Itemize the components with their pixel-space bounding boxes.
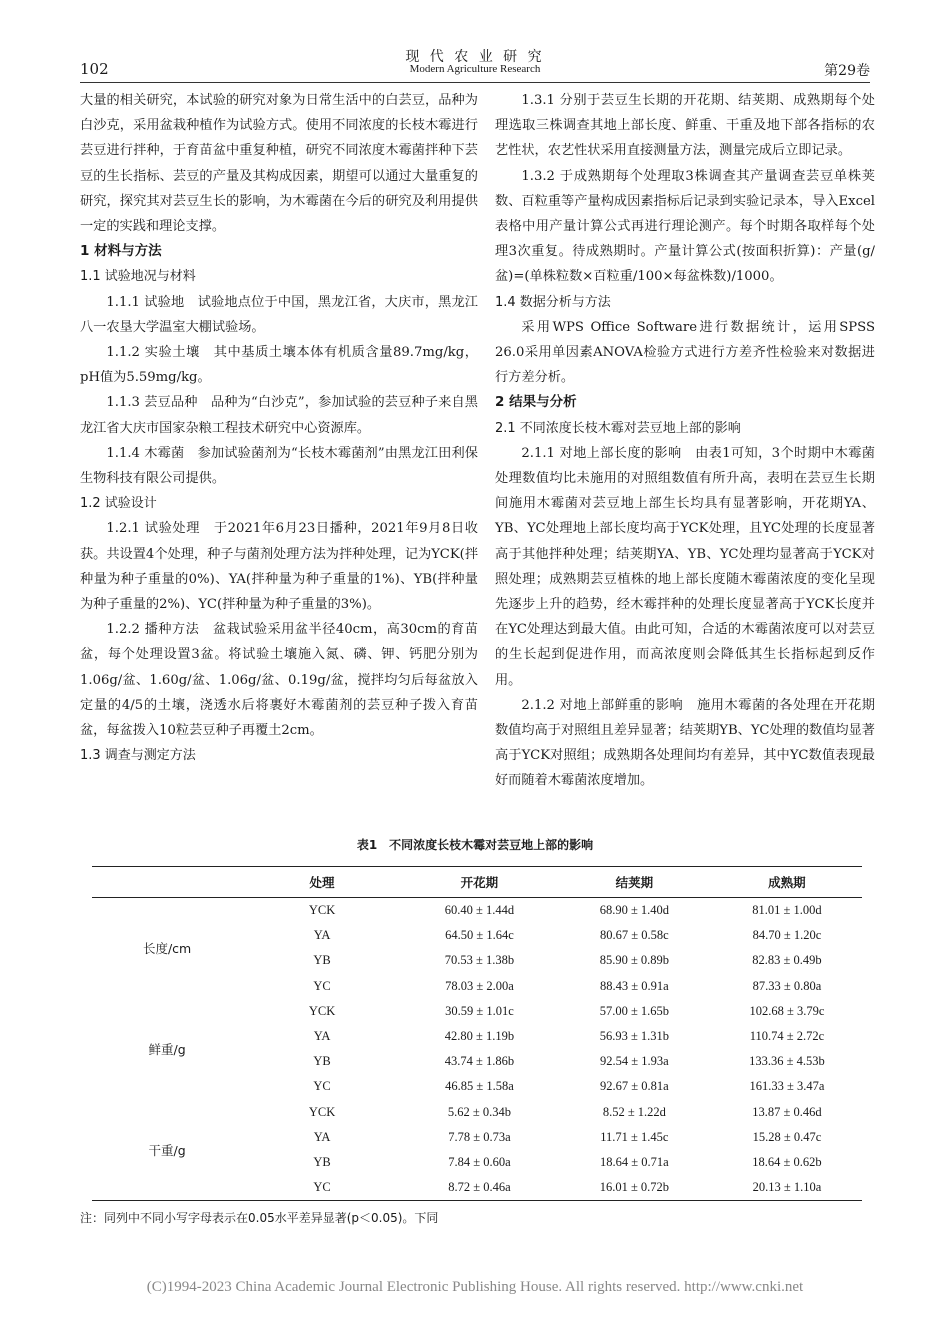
table-cell: 70.53 ± 1.38b [444,953,515,968]
table-cell: 85.90 ± 0.89b [599,953,670,968]
table-cell: 57.00 ± 1.65b [599,1003,670,1018]
table-cell: 56.93 ± 1.31b [599,1029,670,1044]
paragraph: 大量的相关研究，本试验的研究对象为日常生活中的白芸豆，品种为白沙克，采用盆栽种植作为试验方式。使用不同浓度的长枝木霉进行芸豆进行拌种，于育苗盆中重复种植，研究不同浓度木霉菌拌种下芸豆的生长指标、芸豆的产量及其构成因素，期望可以通过大量重复的研究，探究其对芸豆生长的影响，为木霉菌在今后的研究及利用提供一定的实践和理论支撑。 [80,93,478,235]
subsection-heading: 1.1 试验地况与材料 [80,269,196,285]
table-cell: YC [313,1079,331,1094]
table-header-cell: 成熟期 [712,867,862,898]
table-cell: YCK [308,1104,336,1119]
paragraph: 1.3.2 于成熟期每个处理取3株调查其产量调查芸豆单株荚数、百粒重等产量构成因素指标后记录到实验记录本，导入Excel表格中用产量计算公式再进行理论测产。每个时期各取样每个处理3次重复。待成熟期时。产量计算公式(按面积折算)：产量(g/盆)=(单株粒数×百粒重/100×每盆株数)/1000。 [495,168,875,285]
table-cell: 16.01 ± 0.72b [557,1175,712,1201]
table-cell: 7.78 ± 0.73a [448,1129,511,1144]
subsection-heading: 1.3 调查与测定方法 [80,748,196,764]
table-header-cell: 结荚期 [557,867,712,898]
header-rule [80,82,870,83]
paragraph: 2.1.1 对地上部长度的影响 由表1可知，3个时期中木霉菌处理数值均比未施用的对照组数值有所升高，表明在芸豆生长期间施用木霉菌对芸豆地上部生长均具有显著影响，开花期YA、YB、YC处理地上部长度均高于YCK处理，且YC处理的长度显著高于其他拌种处理；结荚期YA、YB、YC处理均显著高于YCK对照处理；成熟期芸豆植株的地上部长度随木霉菌浓度的变化呈现先逐步上升的趋势，经木霉拌种的处理长度显著高于YCK长度并在YC处理达到最大值。由此可知，合适的木霉菌浓度可以对芸豆的生长起到促进作用，而高浓度则会降低其生长指标起到反作用。 [495,445,875,688]
table-cell: 8.52 ± 1.22d [602,1104,666,1119]
paragraph: 1.1.2 实验土壤 其中基质土壤本体有机质含量89.7mg/kg，pH值为5.59mg/kg。 [80,345,478,386]
paragraph: 1.1.3 芸豆品种 品种为“白沙克”，参加试验的芸豆种子来自黑龙江省大庆市国家杂粮工程技术研究中心资源库。 [80,395,478,436]
table-cell: 43.74 ± 1.86b [444,1054,515,1069]
table-cell: 64.50 ± 1.64c [445,928,514,943]
table-row [92,999,862,1024]
subsection-heading: 1.2 试验设计 [80,496,157,512]
section-heading: 1 材料与方法 [80,243,162,260]
table-cell: YC [313,978,331,993]
paragraph: 1.3.1 分别于芸豆生长期的开花期、结荚期、成熟期每个处理选取三株调查其地上部长度、鲜重、干重及地下部各指标的农艺性状，农艺性状采用直接测量方法，测量完成后立即记录。 [495,93,875,159]
right-column [495,88,875,794]
table-cell: YA [313,1029,331,1044]
group-label: 干重/g [92,1100,242,1201]
table-cell: YCK [308,903,336,918]
table-cell: 20.13 ± 1.10a [712,1175,862,1201]
table-cell: 81.01 ± 1.00d [752,903,822,918]
table-cell: 13.87 ± 0.46d [752,1104,822,1119]
table-cell: 42.80 ± 1.19b [444,1029,515,1044]
table-note: 注：同列中不同小写字母表示在0.05水平差异显著(p＜0.05)。下同 [80,1211,439,1225]
journal-title: 现 代 农 业 研 究 [405,49,545,65]
paragraph: 2.1.2 对地上部鲜重的影响 施用木霉菌的各处理在开花期数值均高于对照组且差异显著；结荚期YB、YC处理的数值均显著高于YCK对照组；成熟期各处理间均有差异，其中YC数值表现最好而随着木霉菌浓度增加。 [495,697,875,789]
paragraph: 1.2.1 试验处理 于2021年6月23日播种，2021年9月8日收获。共设置4个处理，种子与菌剂处理方法为拌种处理，记为YCK(拌种量为种子重量的0%)、YA(拌种量为种子重量的1%)、YB(拌种量为种子重量的2%)、YC(拌种量为种子重量的3%)。 [80,521,479,613]
table-cell: YA [313,1129,331,1144]
table-cell: 82.83 ± 0.49b [752,953,822,968]
table-cell: 18.64 ± 0.62b [752,1154,822,1169]
page-number: 102 [80,60,109,78]
table-cell: 15.28 ± 0.47c [752,1129,822,1144]
table-row [92,898,862,924]
table-cell: YCK [308,1003,336,1018]
table-cell: YC [242,1175,402,1201]
section-heading: 2 结果与分析 [495,394,577,411]
table-cell: 78.03 ± 2.00a [445,978,514,993]
copyright-footer: (C)1994-2023 China Academic Journal Electronic Publishing House. All rights reserved. http://www.cnki.net [146,1279,804,1295]
table-row [92,1100,862,1125]
table-header-cell: 处理 [242,867,402,898]
volume-label: 第29卷 [824,63,870,79]
table-header-row [92,867,862,898]
group-label: 鲜重/g [148,1042,186,1058]
table-cell: 133.36 ± 4.53b [749,1054,825,1069]
table-cell: 46.85 ± 1.58a [445,1079,514,1094]
table-header-cell [92,867,242,898]
journal-subtitle: Modern Agriculture Research [409,63,541,75]
group-label: 长度/cm [142,941,192,957]
table-cell: 102.68 ± 3.79c [749,1003,825,1018]
table-cell: 7.84 ± 0.60a [448,1154,511,1169]
table-cell: 80.67 ± 0.58c [600,928,669,943]
table-cell: 60.40 ± 1.44d [444,903,515,918]
table-cell: 161.33 ± 3.47a [749,1079,825,1094]
subsection-heading: 2.1 不同浓度长枝木霉对芸豆地上部的影响 [495,420,741,436]
table-caption: 表1 不同浓度长枝木霉对芸豆地上部的影响 [356,838,594,852]
paragraph: 1.1.4 木霉菌 参加试验菌剂为“长枝木霉菌剂”由黑龙江田利保生物科技有限公司提供。 [80,445,478,487]
table-header-cell: 开花期 [402,867,557,898]
table-cell: 92.54 ± 1.93a [600,1054,669,1069]
table-cell: 92.67 ± 0.81a [600,1079,669,1094]
table-cell: 5.62 ± 0.34b [447,1104,511,1119]
paragraph: 采用WPS Office Software进行数据统计，运用SPSS 26.0采用单因素ANOVA检验方式进行方差齐性检验来对数据进行方差分析。 [495,319,875,386]
left-column [80,88,478,768]
table-cell: YB [313,1054,331,1069]
table-cell: 68.90 ± 1.40d [599,903,670,918]
table-cell: YA [313,928,331,943]
table-cell: 30.59 ± 1.01c [445,1003,514,1018]
table-cell: 8.72 ± 0.46a [402,1175,557,1201]
table-cell: 84.70 ± 1.20c [752,928,822,943]
table-cell: YB [313,953,331,968]
table-cell: 87.33 ± 0.80a [752,978,822,993]
table-cell: YB [313,1154,331,1169]
table-cell: 18.64 ± 0.71a [600,1154,669,1169]
table-cell: 11.71 ± 1.45c [600,1129,669,1144]
table-cell: 88.43 ± 0.91a [600,978,669,993]
results-table [92,866,862,1201]
paragraph: 1.1.1 试验地 试验地点位于中国，黑龙江省，大庆市，黑龙江八一农垦大学温室大棚试验场。 [80,294,478,335]
table-cell: 110.74 ± 2.72c [749,1029,825,1044]
paragraph: 1.2.2 播种方法 盆栽试验采用盆半径40cm，高30cm的育苗盆，每个处理设置3盆。将试验土壤施入氮、磷、钾、钙肥分别为1.06g/盆、1.60g/盆、1.06g/盆、0.19g/盆，搅拌均匀后每盆放入定量的4/5的土壤，浇透水后将裹好木霉菌剂的芸豆种子拨入育苗盆，每盆拨入10粒芸豆种子再覆土2cm。 [80,622,478,739]
subsection-heading: 1.4 数据分析与方法 [495,294,611,310]
